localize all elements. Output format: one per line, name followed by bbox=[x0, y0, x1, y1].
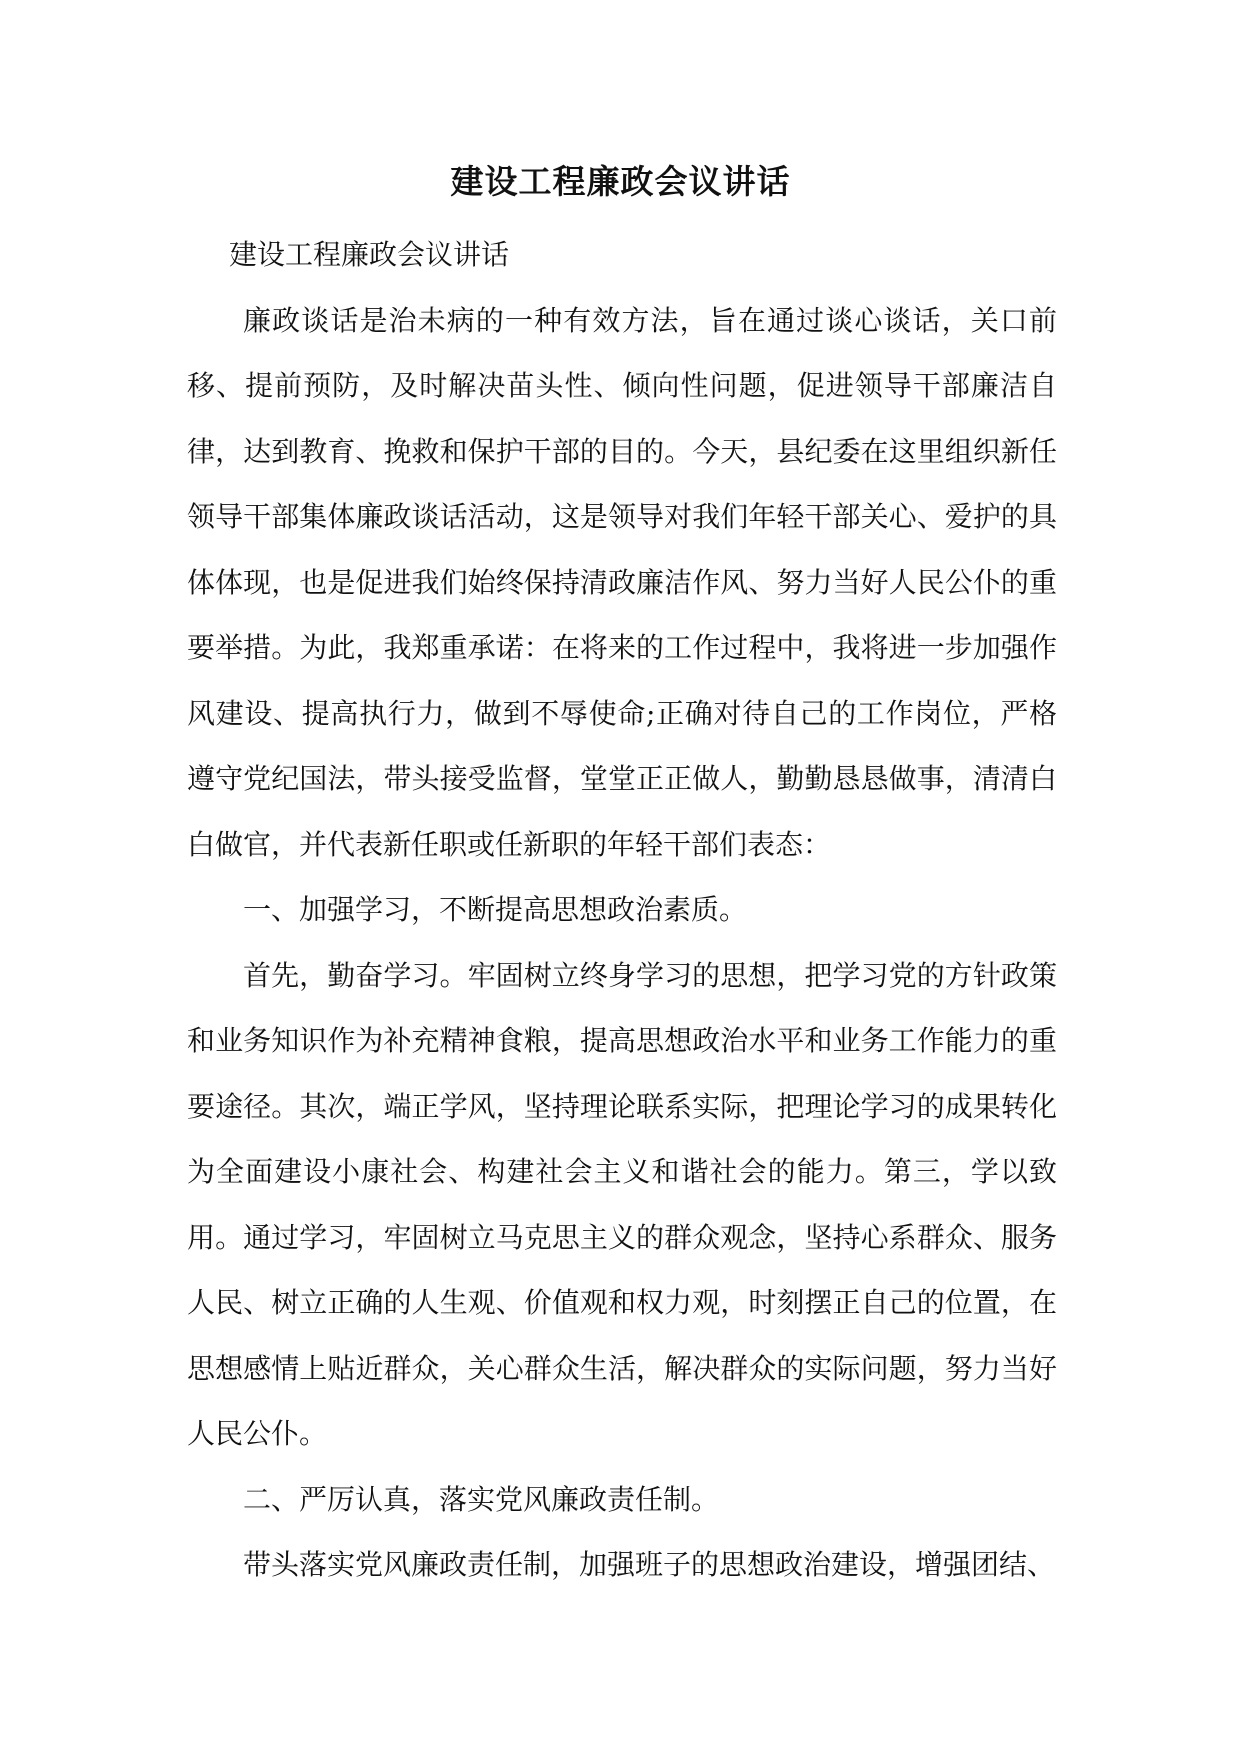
document-title: 建设工程廉政会议讲话 bbox=[450, 162, 791, 201]
paragraph-section-1: 首先，勤奋学习。牢固树立终身学习的思想，把学习党的方针政策和业务知识作为补充精神食粮，提高思想政治水平和业务工作能力的重要途径。其次，端正学风，坚持理论联系实际，把理论学习的成果转化为全面建设小康社会、构建社会主义和谐社会的能力。第三，学以致用。通过学习，牢固树立马克思主义的群众观念，坚持心系群众、服务人民、树立正确的人生观、价值观和权力观，时刻摆正自己的位置，在思想感情上贴近群众，关心群众生活，解决群众的实际问题，努力当好人民公仆。 bbox=[187, 958, 1057, 1450]
document-subtitle: 建设工程廉政会议讲话 bbox=[229, 238, 510, 271]
document-body bbox=[187, 222, 1057, 1598]
paragraph-intro: 廉政谈话是治未病的一种有效方法，旨在通过谈心谈话，关口前移、提前预防，及时解决苗头性、倾向性问题，促进领导干部廉洁自律，达到教育、挽救和保护干部的目的。今天，县纪委在这里组织新任领导干部集体廉政谈话活动，这是领导对我们年轻干部关心、爱护的具体体现，也是促进我们始终保持清政廉洁作风、努力当好人民公仆的重要举措。为此，我郑重承诺：在将来的工作过程中，我将进一步加强作风建设、提高执行力，做到不辱使命;正确对待自己的工作岗位，严格遵守党纪国法，带头接受监督，堂堂正正做人，勤勤恳恳做事，清清白白做官，并代表新任职或任新职的年轻干部们表态： bbox=[187, 303, 1057, 861]
section-heading-1: 一、加强学习，不断提高思想政治素质。 bbox=[243, 893, 748, 926]
paragraph-section-2: 带头落实党风廉政责任制，加强班子的思想政治建设，增强团结、 bbox=[243, 1548, 1056, 1581]
section-heading-2: 二、严厉认真，落实党风廉政责任制。 bbox=[243, 1482, 720, 1516]
